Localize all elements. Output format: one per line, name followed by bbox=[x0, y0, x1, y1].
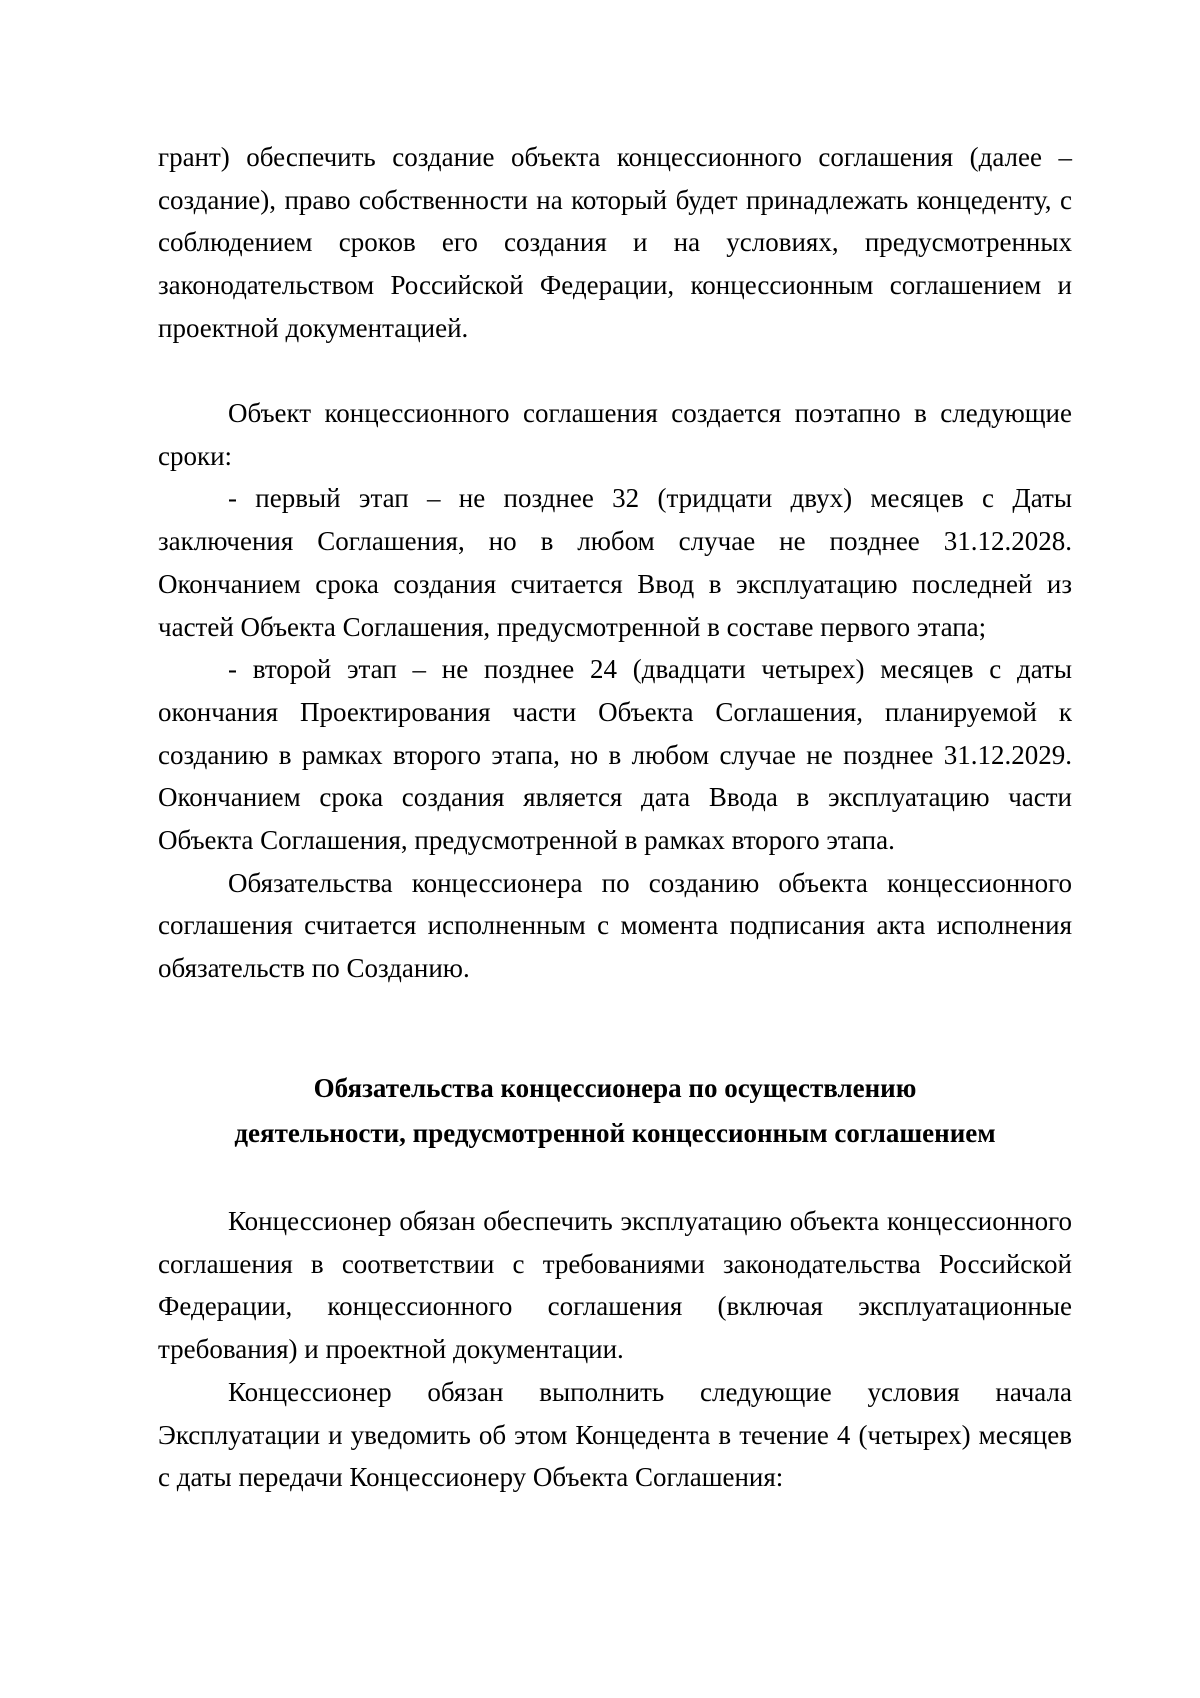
obligations-fulfilled-paragraph: Обязательства концессионера по созданию объекта концессионного соглашения считается исполненным с момента подписания акта исполнения обязательств по Созданию. bbox=[158, 867, 1072, 984]
stages-intro-paragraph: Объект концессионного соглашения создается поэтапно в следующие сроки: bbox=[158, 398, 1072, 471]
operation-paragraph: Концессионер обязан обеспечить эксплуатацию объекта концессионного соглашения в соответствии с требованиями законодательства Российской Федерации, концессионного соглашения (включая эксплуатационные требования) и проектной документации. bbox=[158, 1206, 1072, 1365]
heading-line-1: Обязательства концессионера по осуществлению bbox=[313, 1073, 917, 1103]
conditions-paragraph: Концессионер обязан выполнить следующие условия начала Эксплуатации и уведомить об этом Концедента в течение 4 (четырех) месяцев с даты передачи Концессионеру Объекта Соглашения: bbox=[158, 1376, 1072, 1493]
heading-line-2: деятельности, предусмотренной концессионным соглашением bbox=[234, 1118, 996, 1148]
section-heading bbox=[158, 1066, 1072, 1156]
intro-block bbox=[158, 136, 1072, 350]
intro-paragraph: грант) обеспечить создание объекта концессионного соглашения (далее – создание), право собственности на который будет принадлежать концеденту, с соблюдением сроков его создания и на условиях, предусмотренных законодательством Российской Федерации, концессионным соглашением и проектной документацией. bbox=[158, 142, 1072, 343]
stage-2-paragraph: - второй этап – не позднее 24 (двадцати четырех) месяцев с даты окончания Проектирования части Объекта Соглашения, планируемой к созданию в рамках второго этапа, но в любом случае не позднее 31.12.2029. Окончанием срока создания является дата Ввода в эксплуатацию части Объекта Соглашения, предусмотренной в рамках второго этапа. bbox=[158, 654, 1072, 856]
stage-1-paragraph: - первый этап – не позднее 32 (тридцати двух) месяцев с Даты заключения Соглашения, но в любом случае не позднее 31.12.2028. Окончанием срока создания считается Ввод в эксплуатацию последней из частей Объекта Соглашения, предусмотренной в составе первого этапа; bbox=[158, 483, 1072, 642]
operation-block bbox=[158, 1200, 1072, 1499]
creation-terms-block bbox=[158, 392, 1072, 990]
